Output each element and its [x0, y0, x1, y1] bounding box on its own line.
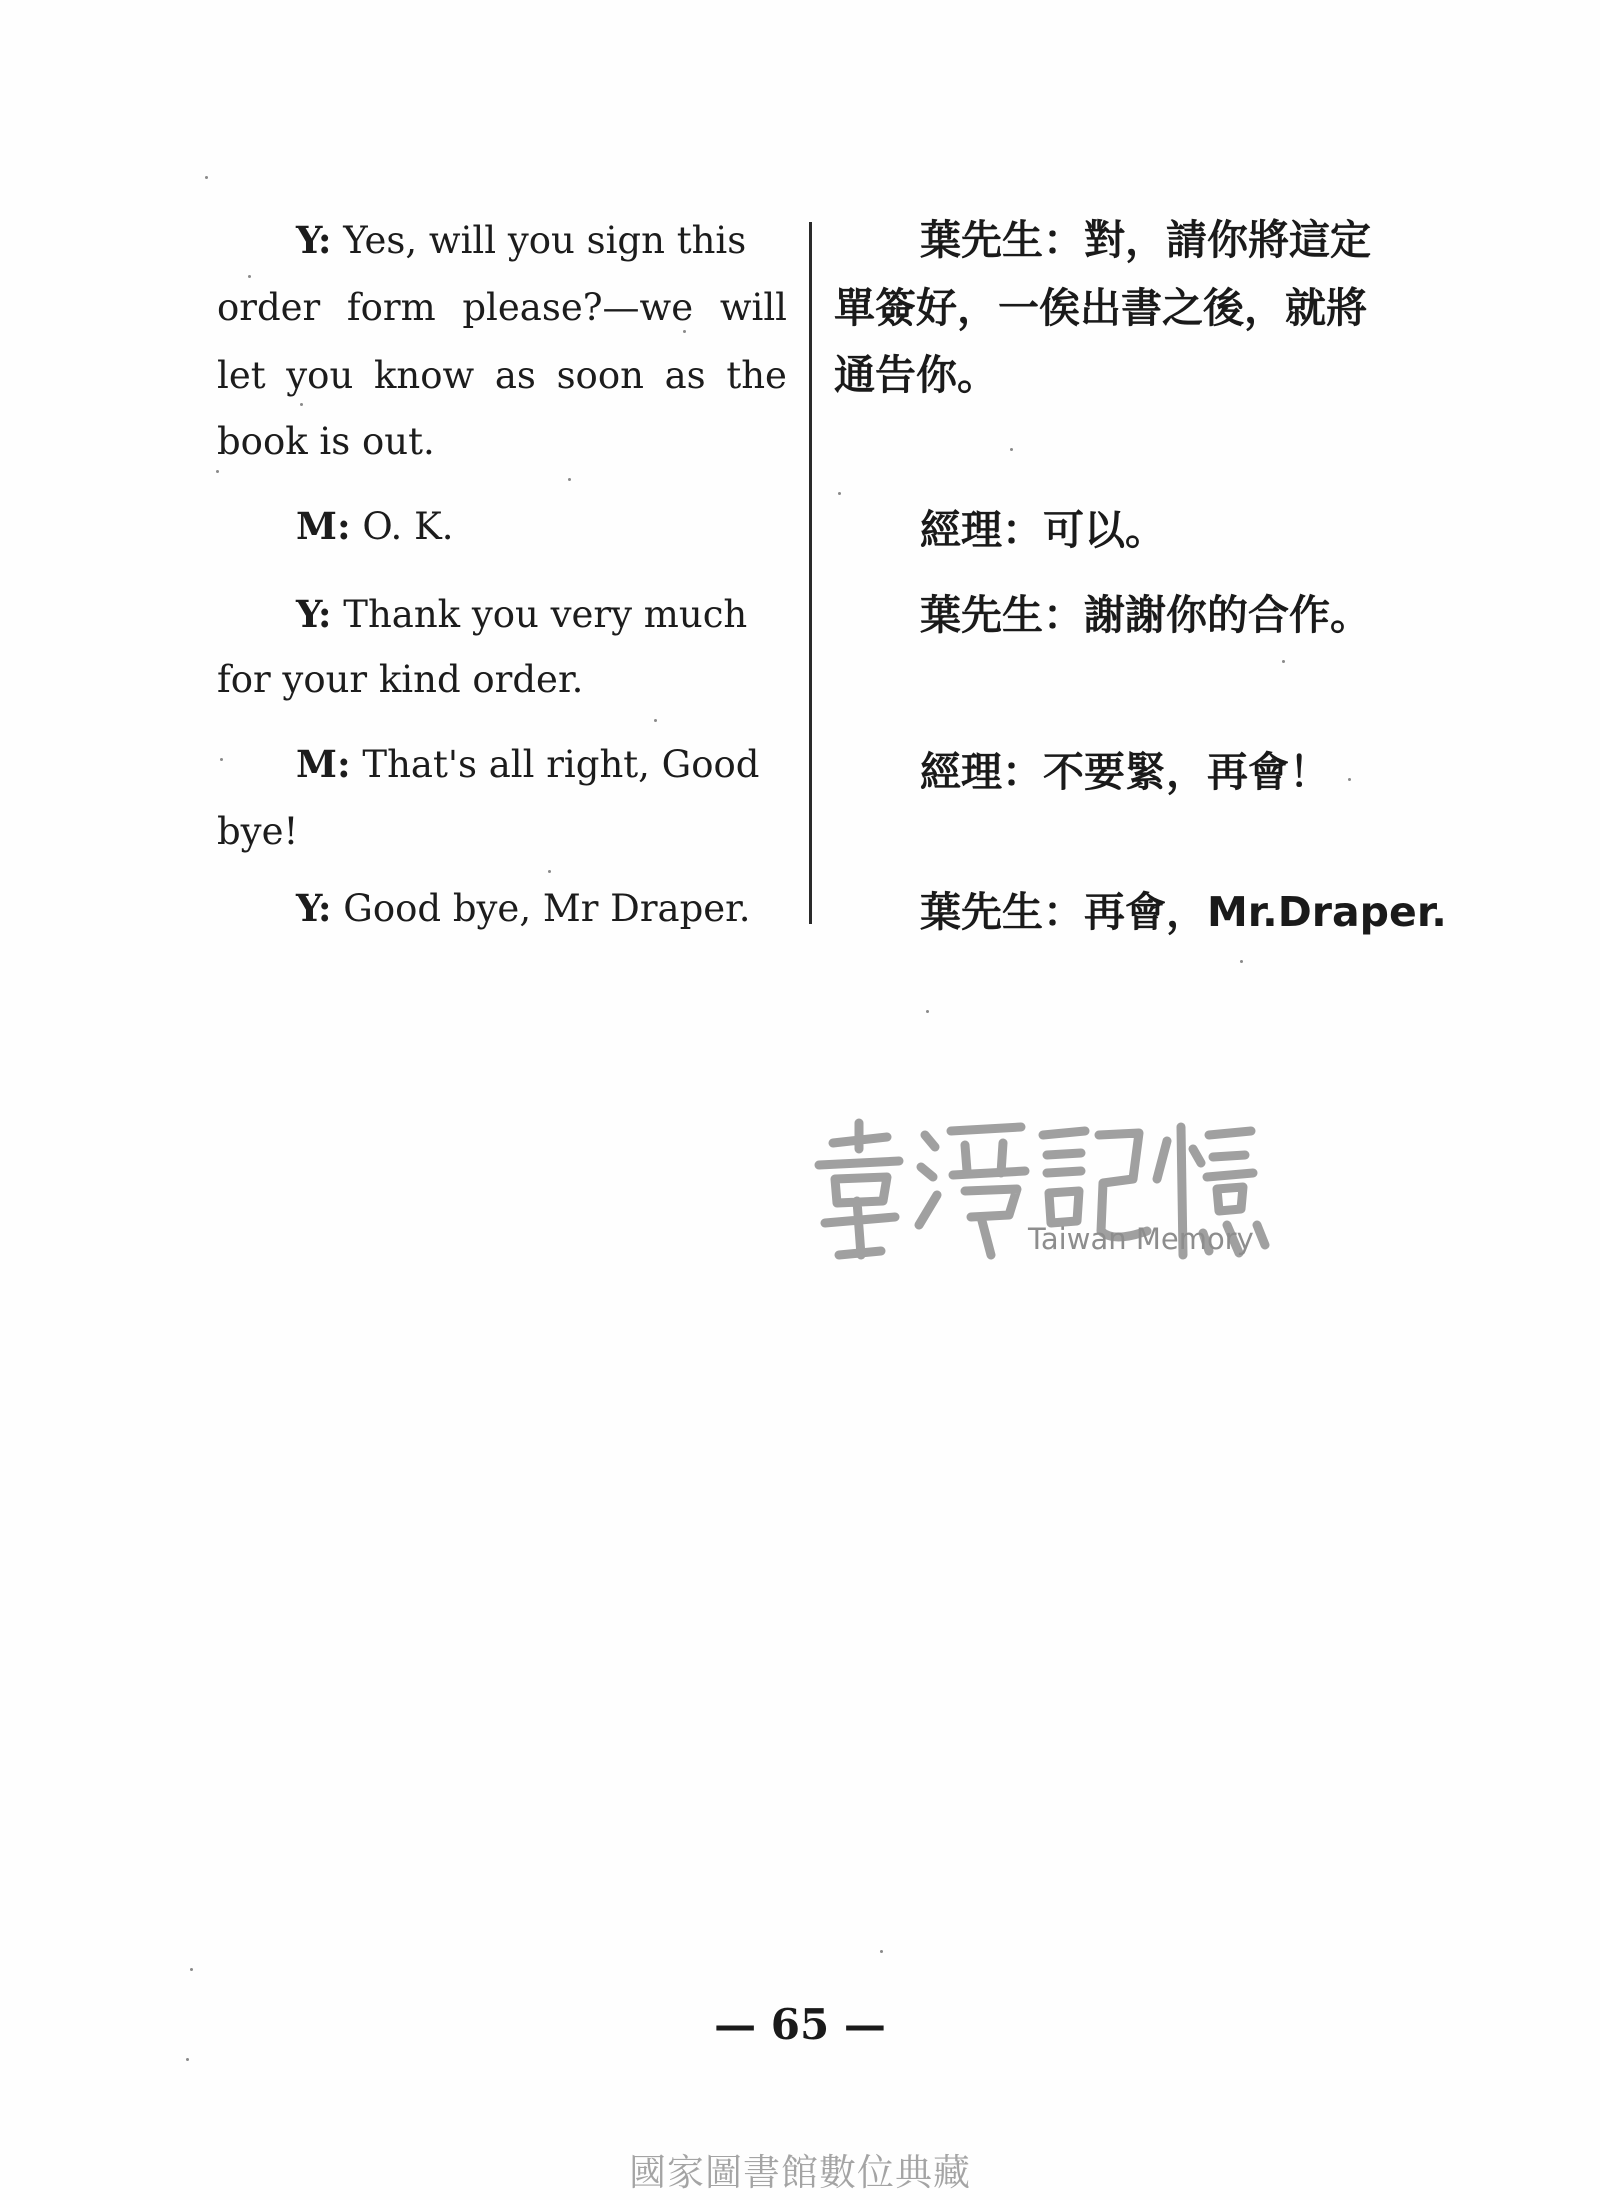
en-word: as: [664, 354, 706, 397]
zh-line: 通告你。: [834, 351, 998, 399]
en-word: please?—we: [462, 286, 694, 329]
en-line: Y: Yes, will you sign this: [296, 218, 747, 262]
en-word: let: [217, 354, 266, 397]
zh-line: 經理：不要緊，再會！: [920, 748, 1330, 796]
watermark-subtitle: Taiwan Memory: [1028, 1222, 1254, 1256]
page-number: — 65 —: [714, 2000, 886, 2049]
en-word: form: [346, 286, 436, 329]
en-line: [217, 352, 787, 400]
en-line: [217, 284, 787, 332]
en-word: as: [494, 354, 536, 397]
zh-line: 經理：可以。: [920, 506, 1166, 554]
en-line: M: That's all right, Good: [296, 742, 760, 786]
zh-line: 單簽好，一俟出書之後，就將: [834, 284, 1367, 332]
zh-line: 葉先生：對，請你將這定: [920, 216, 1371, 264]
en-word: soon: [556, 354, 644, 397]
en-line: bye!: [217, 810, 299, 853]
en-line: Y: Good bye, Mr Draper.: [296, 886, 751, 930]
en-word: will: [719, 286, 787, 329]
zh-line: 葉先生：再會，Mr.Draper.: [920, 888, 1447, 936]
en-line: Y: Thank you very much: [296, 592, 748, 636]
en-word: you: [286, 354, 354, 397]
en-line: M: O. K.: [296, 504, 454, 548]
column-divider: [809, 222, 812, 924]
footer-watermark: 國家圖書館數位典藏: [629, 2151, 971, 2194]
en-word: order: [217, 286, 321, 329]
en-line: for your kind order.: [217, 658, 584, 701]
en-word: the: [726, 354, 787, 397]
en-line: book is out.: [217, 420, 435, 463]
zh-line: 葉先生：謝謝你的合作。: [920, 591, 1371, 639]
en-word: know: [373, 354, 475, 397]
